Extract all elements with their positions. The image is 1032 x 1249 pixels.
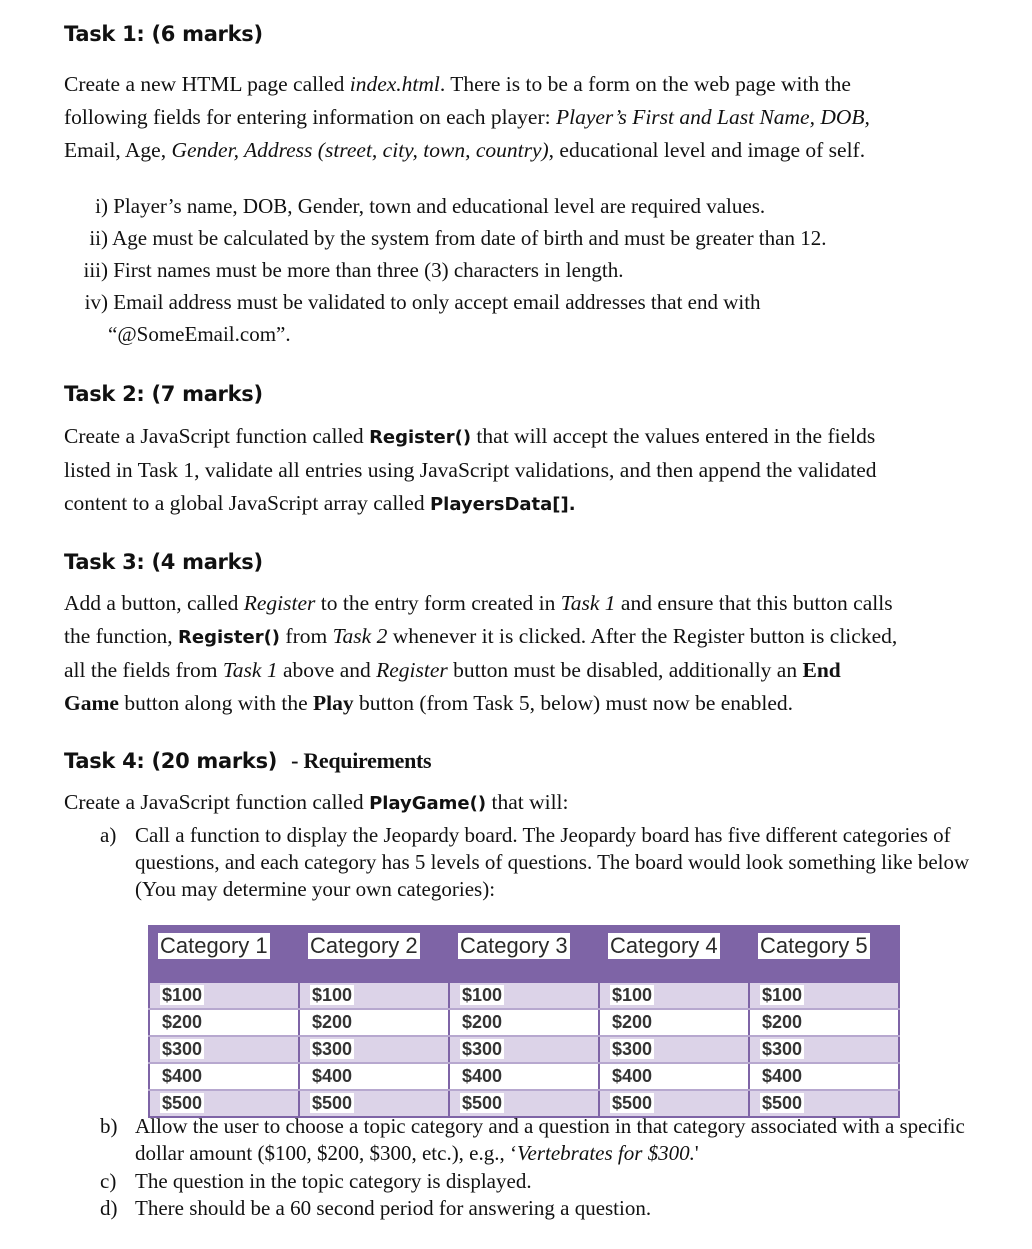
task3-heading: Task 3: (4 marks) [64, 550, 263, 574]
value-cell: $100 [599, 982, 749, 1009]
task4-intro: Create a JavaScript function called PlayGame() that will: [64, 790, 569, 814]
value-cell: $300 [299, 1036, 449, 1063]
task1-item-2: ii) Age must be calculated by the system from date of birth and must be greater than 12. [89, 226, 827, 250]
value-cell: $400 [449, 1063, 599, 1090]
value-cell: $300 [599, 1036, 749, 1063]
value-cell: $300 [149, 1036, 299, 1063]
value-cell: $500 [149, 1090, 299, 1117]
value-cell: $200 [149, 1009, 299, 1036]
board-header-row [149, 926, 899, 982]
value-cell: $100 [749, 982, 899, 1009]
task2-heading: Task 2: (7 marks) [64, 382, 263, 406]
value-cell: $400 [749, 1063, 899, 1090]
task4-heading: Task 4: (20 marks) - Requirements [64, 748, 432, 773]
value-cell: $100 [299, 982, 449, 1009]
category-header: Category 4 [599, 926, 749, 982]
value-cell: $400 [299, 1063, 449, 1090]
category-header: Category 5 [749, 926, 899, 982]
task1-item-4: iv) Email address must be validated to only accept email addresses that end with “@SomeEmail.com”. [84, 290, 761, 346]
value-cell: $500 [749, 1090, 899, 1117]
value-cell: $300 [449, 1036, 599, 1063]
table-row [149, 982, 899, 1009]
value-cell: $500 [449, 1090, 599, 1117]
jeopardy-board-table [148, 925, 900, 1118]
value-cell: $200 [299, 1009, 449, 1036]
value-cell: $300 [749, 1036, 899, 1063]
table-row [149, 1063, 899, 1090]
category-header: Category 1 [149, 926, 299, 982]
table-row [149, 1036, 899, 1063]
task4-item-b: b) Allow the user to choose a topic category and a question in that category associated with a specific dollar amount ($100, $200, $300, etc.), e.g., ‘Vertebrates for $300.' [100, 1114, 965, 1165]
value-cell: $200 [449, 1009, 599, 1036]
value-cell: $400 [149, 1063, 299, 1090]
value-cell: $200 [749, 1009, 899, 1036]
value-cell: $500 [599, 1090, 749, 1117]
task3-paragraph: Add a button, called Register to the entry form created in Task 1 and ensure that this button calls the function, Register() from Task 2 whenever it is clicked. After the Register button is clicked, all the fields from Task 1 above and Register button must be disabled, additionally an End Game button along with the Play button (from Task 5, below) must now be enabled. [64, 591, 898, 715]
task4-item-d: d) There should be a 60 second period for answering a question. [100, 1196, 652, 1220]
value-cell: $100 [149, 982, 299, 1009]
task1-item-1: i) Player’s name, DOB, Gender, town and educational level are required values. [95, 194, 766, 218]
task4-item-a: a) Call a function to display the Jeopardy board. The Jeopardy board has five different categories of questions, and each category has 5 levels of questions. The board would look something like below (You may determine your own categories): [100, 823, 970, 901]
task1-paragraph: Create a new HTML page called index.html. There is to be a form on the web page with the following fields for entering information on each player: Player’s First and Last Name, DOB, Email, Age, Gender, Address (street, city, town, country), educational level and image of self. [64, 72, 870, 162]
task1-heading: Task 1: (6 marks) [64, 22, 263, 46]
value-cell: $500 [299, 1090, 449, 1117]
table-row [149, 1009, 899, 1036]
category-header: Category 3 [449, 926, 599, 982]
task1-item-3: iii) First names must be more than three (3) characters in length. [83, 258, 624, 282]
task4-item-c: c) The question in the topic category is displayed. [100, 1169, 532, 1193]
value-cell: $400 [599, 1063, 749, 1090]
value-cell: $100 [449, 982, 599, 1009]
category-header: Category 2 [299, 926, 449, 982]
task2-paragraph: Create a JavaScript function called Register() that will accept the values entered in the fields listed in Task 1, validate all entries using JavaScript validations, and then append the validated content to a global JavaScript array called PlayersData[]. [64, 424, 877, 515]
value-cell: $200 [599, 1009, 749, 1036]
